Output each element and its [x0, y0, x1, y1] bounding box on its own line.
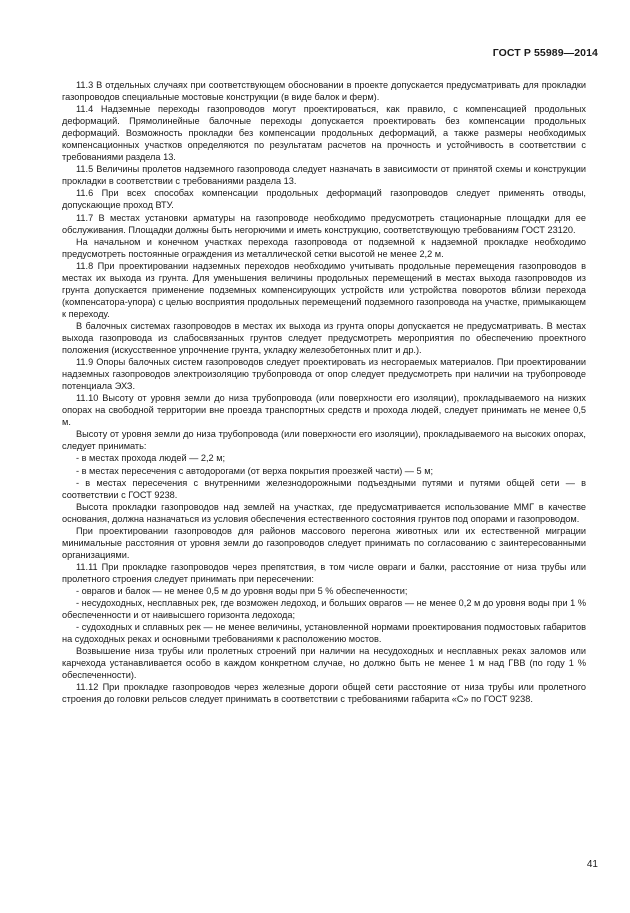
list-item-railways: - в местах пересечения с внутренними железнодорожными подъездными путями и путями общей сети — в соответствии с ГОСТ 9238.	[62, 477, 586, 500]
paragraph-11-8: 11.8 При проектировании надземных переходов необходимо учитывать продольные перемещения газопроводов в местах их выхода из грунта. Для уменьшения величины продольных перемещений в местах выхода газопроводов из грунта допускается применение подземных компенсирующих устройств или устройства поворотов вблизи перехода (компенсатора-упора) с целью восприятия продольных перемещений подземного газопровода на участке, примыкающем к переходу.	[62, 260, 586, 319]
paragraph-11-7-fence: На начальном и конечном участках перехода газопровода от подземной к надземной прокладке необходимо предусмотреть постоянные ограждения из металлической сетки высотой не менее 2,2 м.	[62, 236, 586, 259]
list-item-navigable-rivers: - судоходных и сплавных рек — не менее величины, установленной нормами проектирования подмостовых габаритов на судоходных реках и основными требованиями к расположению мостов.	[62, 622, 586, 645]
document-body	[62, 79, 586, 705]
list-item-non-navigable-rivers: - несудоходных, несплавных рек, где возможен ледоход, и больших оврагов — не менее 0,2 м до уровня воды при 1 % обеспеченности и от наивысшего горизонта ледохода;	[62, 598, 586, 621]
paragraph-11-12: 11.12 При прокладке газопроводов через железные дороги общей сети расстояние от низа трубы или пролетного строения до головки рельсов следует принимать в соответствии с требованиями габарита «С» по ГОСТ 9238.	[62, 682, 586, 705]
paragraph-11-10: 11.10 Высоту от уровня земли до низа трубопровода (или поверхности его изоляции), прокладываемого на низких опорах на свободной территории вне проезда транспортных средств и прохода людей, следует принимать не менее 0,5 м.	[62, 393, 586, 428]
list-item-ravines: - оврагов и балок — не менее 0,5 м до уровня воды при 5 % обеспеченности;	[76, 585, 408, 596]
paragraph-11-8-beam: В балочных системах газопроводов в местах их выхода из грунта опоры допускается не предусматривать. В местах выхода газопровода из слабосвязанных грунтов следует предусмотреть мероприятия по обеспечению проектного положения (искусственное упрочнение грунта, укладку железобетонных плит и др.).	[62, 320, 586, 356]
paragraph-animal-migration: При проектировании газопроводов для районов массового перегона животных или их естественной миграции минимальные расстояния от уровня земли до газопроводов следует принимать по согласованию с заинтересованными организациями.	[62, 525, 586, 560]
paragraph-11-11: 11.11 При прокладке газопроводов через препятствия, в том числе овраги и балки, расстояние от низа трубы или пролетного строения следует принимать при пересечении:	[62, 561, 586, 584]
paragraph-11-9: 11.9 Опоры балочных систем газопроводов следует проектировать из несгораемых материалов. При проектировании надземных газопроводов электроизоляцию трубопровода от опор следует предусмотреть при наличии на трубопроводе потенциала ЭХЗ.	[62, 357, 586, 392]
paragraph-11-10-high-supports: Высоту от уровня земли до низа трубопровода (или поверхности его изоляции), прокладываемого на высоких опорах, следует принимать:	[62, 429, 586, 452]
list-item-pedestrians: - в местах прохода людей — 2,2 м;	[76, 453, 226, 464]
paragraph-11-5: 11.5 Величины пролетов надземного газопровода следует назначать в зависимости от принятой схемы и конструкции прокладки в соответствии с требованиями раздела 13.	[62, 164, 586, 187]
paragraph-elevation: Возвышение низа трубы или пролетных строений при наличии на несудоходных и несплавных реках заломов или карчехода устанавливается особо в каждом конкретном случае, но должно быть не менее 1 м над ГВВ (по году 1 % обеспеченности).	[62, 646, 586, 681]
paragraph-permafrost: Высота прокладки газопроводов над землей на участках, где предусматривается использование ММГ в качестве основания, должна назначаться из условия обеспечения естественного состояния грунтов под опорами и газопроводом.	[62, 501, 586, 524]
paragraph-11-4: 11.4 Надземные переходы газопроводов могут проектироваться, как правило, с компенсацией продольных деформаций. Прямолинейные балочные переходы допускается проектировать без компенсации продольных деформаций. Возможность прокладки без компенсации продольных деформаций, а также размеры необходимых компенсационных участков определяются по результатам расчетов на прочность и устойчивость в соответствии с требованиями раздела 13.	[62, 104, 586, 163]
list-item-roads: - в местах пересечения с автодорогами (от верха покрытия проезжей части) — 5 м;	[76, 465, 434, 476]
standard-code-header: ГОСТ Р 55989—2014	[492, 47, 598, 59]
paragraph-11-6: 11.6 При всех способах компенсации продольных деформаций газопроводов следует применять отводы, допускающие проход ВТУ.	[62, 188, 586, 211]
paragraph-11-3: 11.3 В отдельных случаях при соответствующем обосновании в проекте допускается предусматривать для прокладки газопроводов специальные мостовые конструкции (в виде балок и ферм).	[62, 80, 586, 103]
paragraph-11-7: 11.7 В местах установки арматуры на газопроводе необходимо предусмотреть стационарные площадки для ее обслуживания. Площадки должны быть негорючими и иметь конструкцию, соответствующую требованиям ГОСТ 23120.	[62, 212, 586, 235]
page-number: 41	[586, 859, 598, 870]
